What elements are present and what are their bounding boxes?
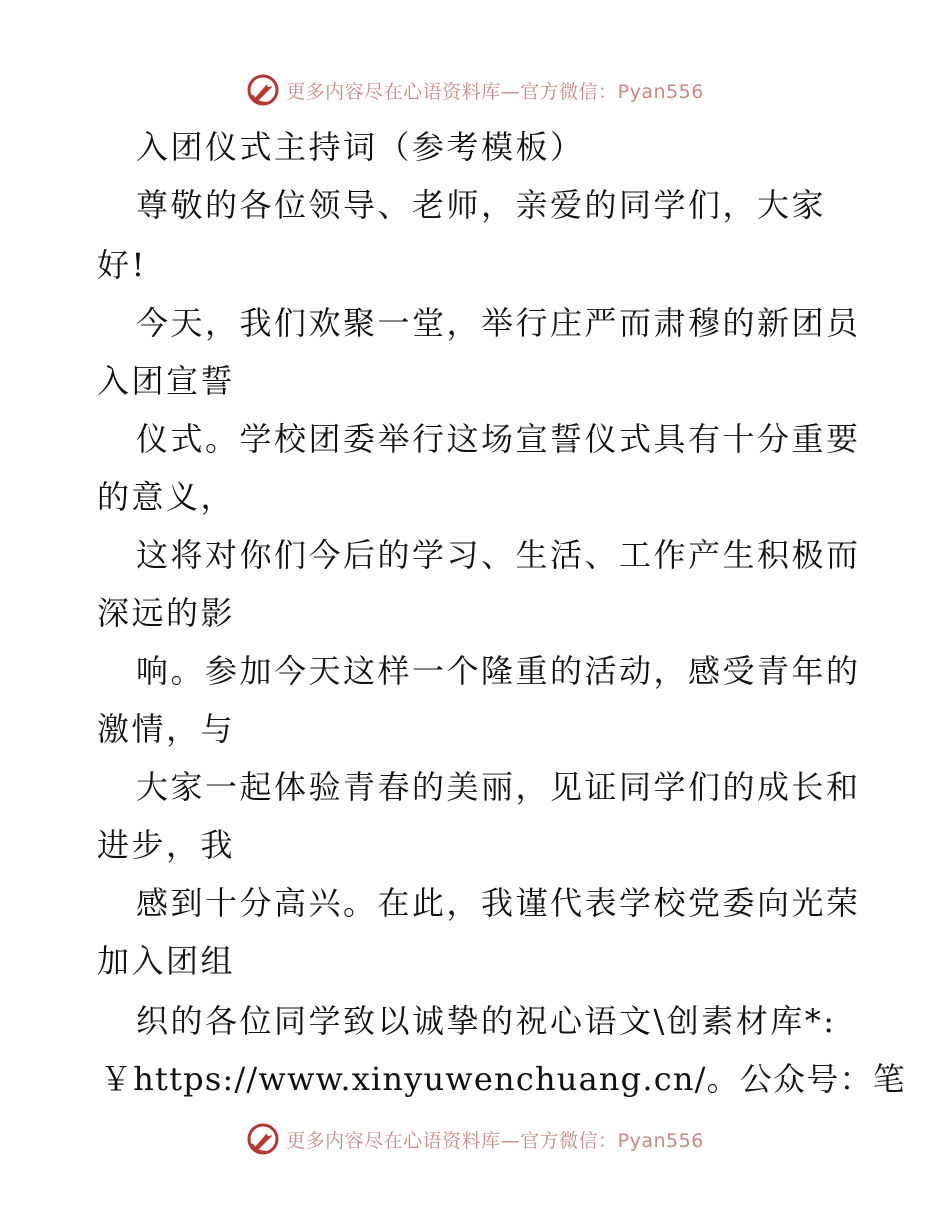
pen-logo-icon xyxy=(246,73,280,107)
footer-watermark-banner xyxy=(0,1119,950,1159)
footer-watermark-text: 更多内容尽在心语资料库—官方微信：Pyan556 xyxy=(286,1129,704,1152)
body-line: 感到十分高兴。在此，我谨代表学校党委向光荣 xyxy=(136,884,861,922)
body-line: 响。参加今天这样一个隆重的活动，感受青年的 xyxy=(136,652,861,690)
body-line: 尊敬的各位领导、老师，亲爱的同学们，大家 xyxy=(136,186,827,224)
body-line: 的意义， xyxy=(97,478,236,516)
header-watermark-banner xyxy=(0,70,950,110)
body-line: 进步，我 xyxy=(97,826,236,864)
body-line: 今天，我们欢聚一堂，举行庄严而肃穆的新团员 xyxy=(136,304,861,342)
header-watermark-text: 更多内容尽在心语资料库—官方微信：Pyan556 xyxy=(286,80,704,103)
body-line-url: ￥https://www.xinyuwenchuang.cn/。公众号：笔 xyxy=(100,1060,906,1098)
body-line: 入团宣誓 xyxy=(97,362,236,400)
body-line: 这将对你们今后的学习、生活、工作产生积极而 xyxy=(136,536,861,574)
body-line: 织的各位同学致以诚挚的祝心语文\创素材库*: xyxy=(136,1002,837,1040)
body-line: 激情，与 xyxy=(97,710,236,748)
pen-logo-icon xyxy=(246,1122,280,1156)
body-line: 深远的影 xyxy=(97,594,236,632)
body-line: 仪式。学校团委举行这场宣誓仪式具有十分重要 xyxy=(136,420,861,458)
body-line: 好! xyxy=(97,246,147,284)
document-title: 入团仪式主持词（参考模板） xyxy=(136,128,585,166)
body-line: 加入团组 xyxy=(97,942,236,980)
body-line: 大家一起体验青春的美丽，见证同学们的成长和 xyxy=(136,768,861,806)
